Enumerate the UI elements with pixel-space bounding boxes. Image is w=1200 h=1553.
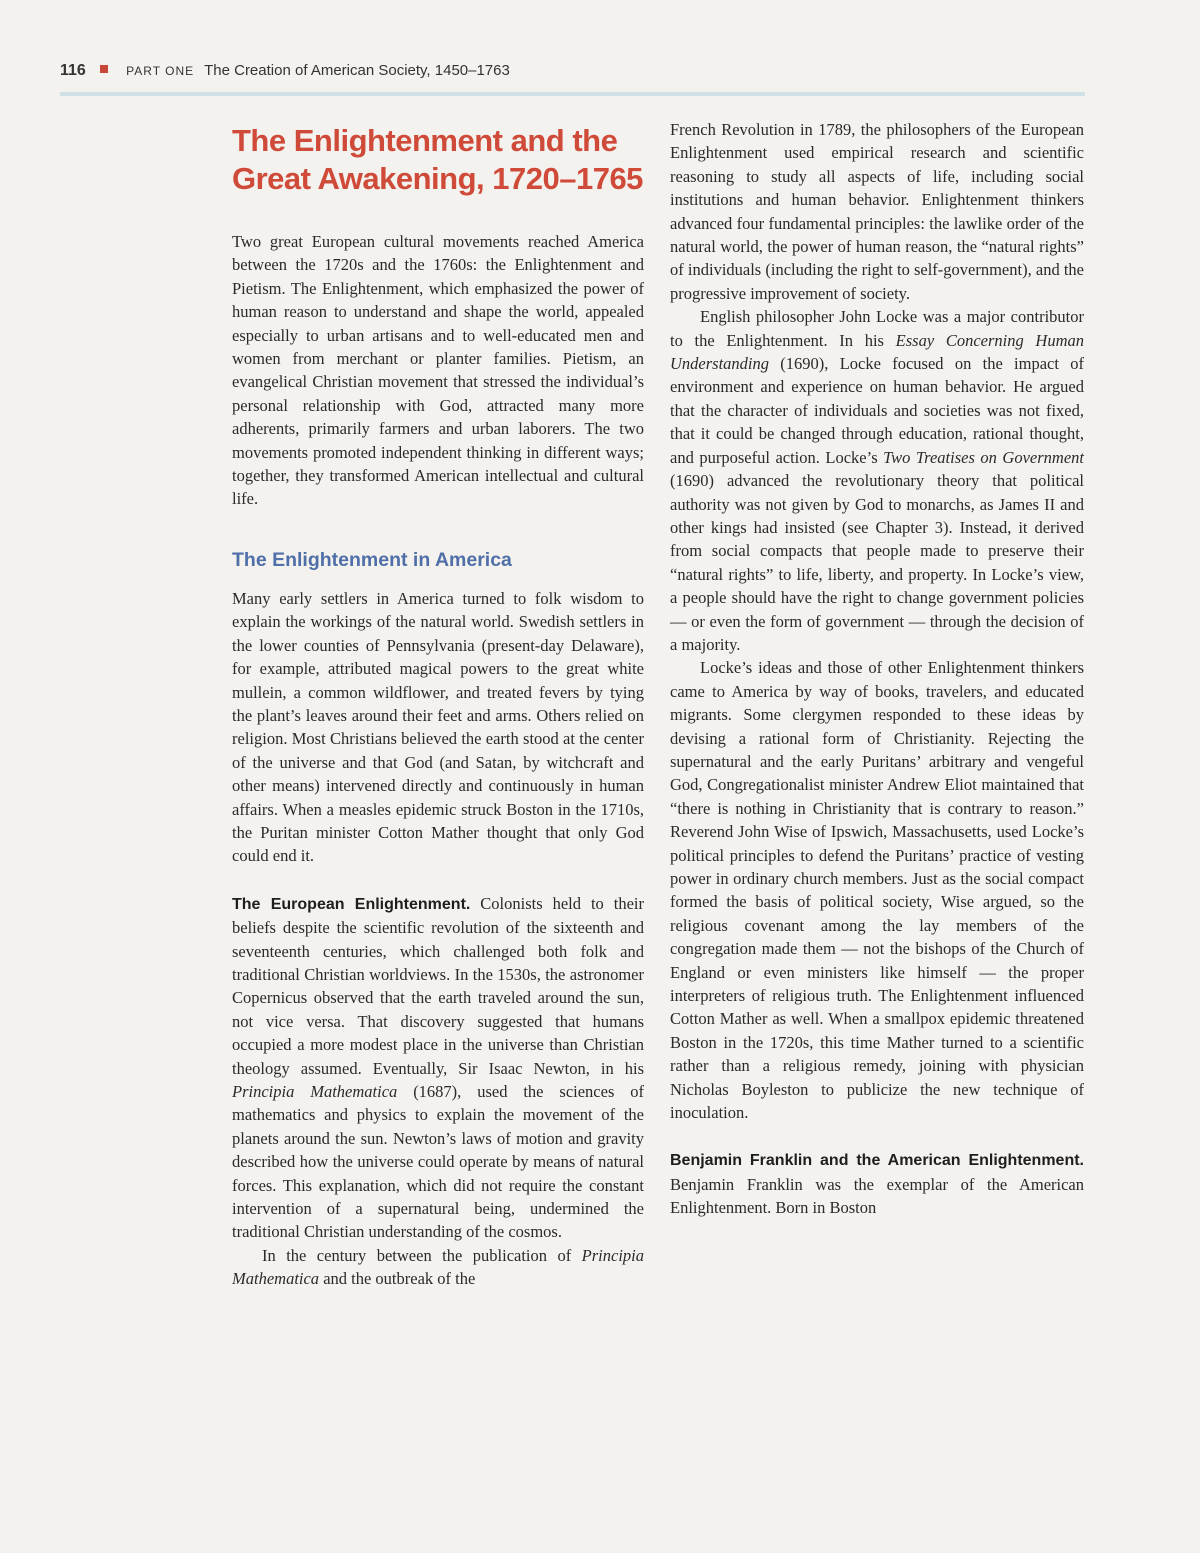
- left-column: [232, 118, 644, 1291]
- section-title: The Enlightenment and the Great Awakening, 1720–1765: [232, 123, 643, 196]
- text-span: and the outbreak of the: [319, 1269, 476, 1289]
- book-title: Two Treatises on Government: [883, 447, 1084, 467]
- paragraph-continued: French Revolution in 1789, the philosophers of the European Enlightenment used empirical research and scientific reasoning to study all aspects of life, including social institutions and human behavior. Enlightenment thinkers advanced four fundamental principles: the lawlike order of the natural world, the power of human reason, the “natural rights” of individuals (including the right to self-government), and the progressive improvement of society.: [670, 120, 1084, 303]
- text-span: Colonists held to their beliefs despite the scientific revolution of the sixteenth and seventeenth centuries, which challenged both folk and traditional Christian worldviews. In the 1530s, the astronomer Copernicus observed that the earth traveled around the sun, not vice versa. That discovery suggested that humans occupied a more modest place in the universe than Christian theology assumed. Eventually, Sir Isaac Newton, in his: [232, 893, 644, 1078]
- right-column: [670, 118, 1084, 1220]
- text-span: Benjamin Franklin was the exemplar of the American Enlightenment. Born in Boston: [670, 1174, 1084, 1218]
- paragraph-century-between: [232, 1244, 644, 1291]
- intro-paragraph: Two great European cultural movements reached America between the 1720s and the 1760s: the Enlightenment and Pietism. The Enlightenment, which emphasized the power of human reason to understand and shape the world, appealed especially to urban artisans and to well-educated men and women from merchant or planter families. Pietism, an evangelical Christian movement that stressed the individual’s personal relationship with God, attracted many more adherents, primarily farmers and urban laborers. The two movements promoted independent thinking in different ways; together, they transformed American intellectual and cultural life.: [232, 232, 644, 509]
- part-title: The Creation of American Society, 1450–1763: [204, 62, 510, 79]
- text-span: (1687), used the sciences of mathematics and physics to explain the movement of the planets around the sun. Newton’s laws of motion and gravity described how the universe could operate by means of natural forces. This explanation, which did not require the constant intervention of a supernatural being, undermined the traditional Christian understanding of the cosmos.: [232, 1082, 645, 1242]
- paragraph-european-enlightenment: [232, 892, 644, 1244]
- page-number: 116: [60, 62, 86, 79]
- text-span: In the century between the publication of: [262, 1245, 582, 1265]
- header-square-icon: [100, 65, 108, 73]
- paragraph-franklin: [670, 1148, 1084, 1219]
- part-label: PART ONE: [126, 64, 195, 78]
- runin-franklin: Benjamin Franklin and the American Enlightenment.: [670, 1152, 1084, 1170]
- header-rule: [60, 92, 1085, 96]
- paragraph-folk-wisdom: Many early settlers in America turned to folk wisdom to explain the workings of the natural world. Swedish settlers in the lower counties of Pennsylvania (present-day Delaware), for example, attributed magical powers to the great white mullein, a common wildflower, and treated fevers by tying the plant’s leaves around their feet and arms. Others relied on religion. Most Christians believed the earth stood at the center of the universe and that God (and Satan, by witchcraft and other means) intervened directly and continuously in human affairs. When a measles epidemic struck Boston in the 1710s, the Puritan minister Cotton Mather thought that only God could end it.: [232, 588, 644, 866]
- book-title: Principia Mathematica: [232, 1082, 398, 1101]
- runin-european-enlightenment: The European Enlightenment.: [232, 895, 471, 913]
- running-header: [60, 62, 1085, 88]
- paragraph-locke: [670, 305, 1084, 656]
- book-title: Principia Mathematica: [232, 1245, 644, 1289]
- book-title: Essay Concerning Human Understanding: [670, 330, 1085, 374]
- text-span: (1690) advanced the revolutionary theory that political authority was not given by God to monarchs, as James II and other kings had insisted (see Chapter 3). Instead, it derived from social compacts that people made to preserve their “natural rights” to life, liberty, and property. In Locke’s view, a people should have the right to change government policies — or even the form of government — through the decision of a majority.: [670, 471, 1084, 654]
- subheading-enlightenment-in-america: The Enlightenment in America: [232, 548, 512, 571]
- paragraph-locke-ideas-america: Locke’s ideas and those of other Enlightenment thinkers came to America by way of books, travelers, and educated migrants. Some clergymen responded to these ideas by devising a rational form of Christianity. Rejecting the supernatural and the early Puritans’ arbitrary and vengeful God, Congregationalist minister Andrew Eliot maintained that “there is nothing in Christianity that is contrary to reason.” Reverend John Wise of Ipswich, Massachusetts, used Locke’s political principles to defend the Puritans’ practice of vesting power in ordinary church members. Just as the social compact formed the basis of political society, Wise argued, so the religious covenant among the lay members of the congregation made them — not the bishops of the Church of England or even ministers like himself — the proper interpreters of religious truth. The Enlightenment influenced Cotton Mather as well. When a smallpox epidemic threatened Boston in the 1720s, this time Mather turned to a scientific rather than a religious remedy, joining with physician Nicholas Boyleston to publicize the new technique of inoculation.: [670, 658, 1084, 1123]
- text-span: (1690), Locke focused on the impact of environment and experience on human behavior. He argued that the character of individuals and societies was not fixed, that it could be changed through education, rational thought, and purposeful action. Locke’s: [670, 354, 1084, 467]
- text-span: English philosopher John Locke was a major contributor to the Enlightenment. In his: [670, 307, 1084, 350]
